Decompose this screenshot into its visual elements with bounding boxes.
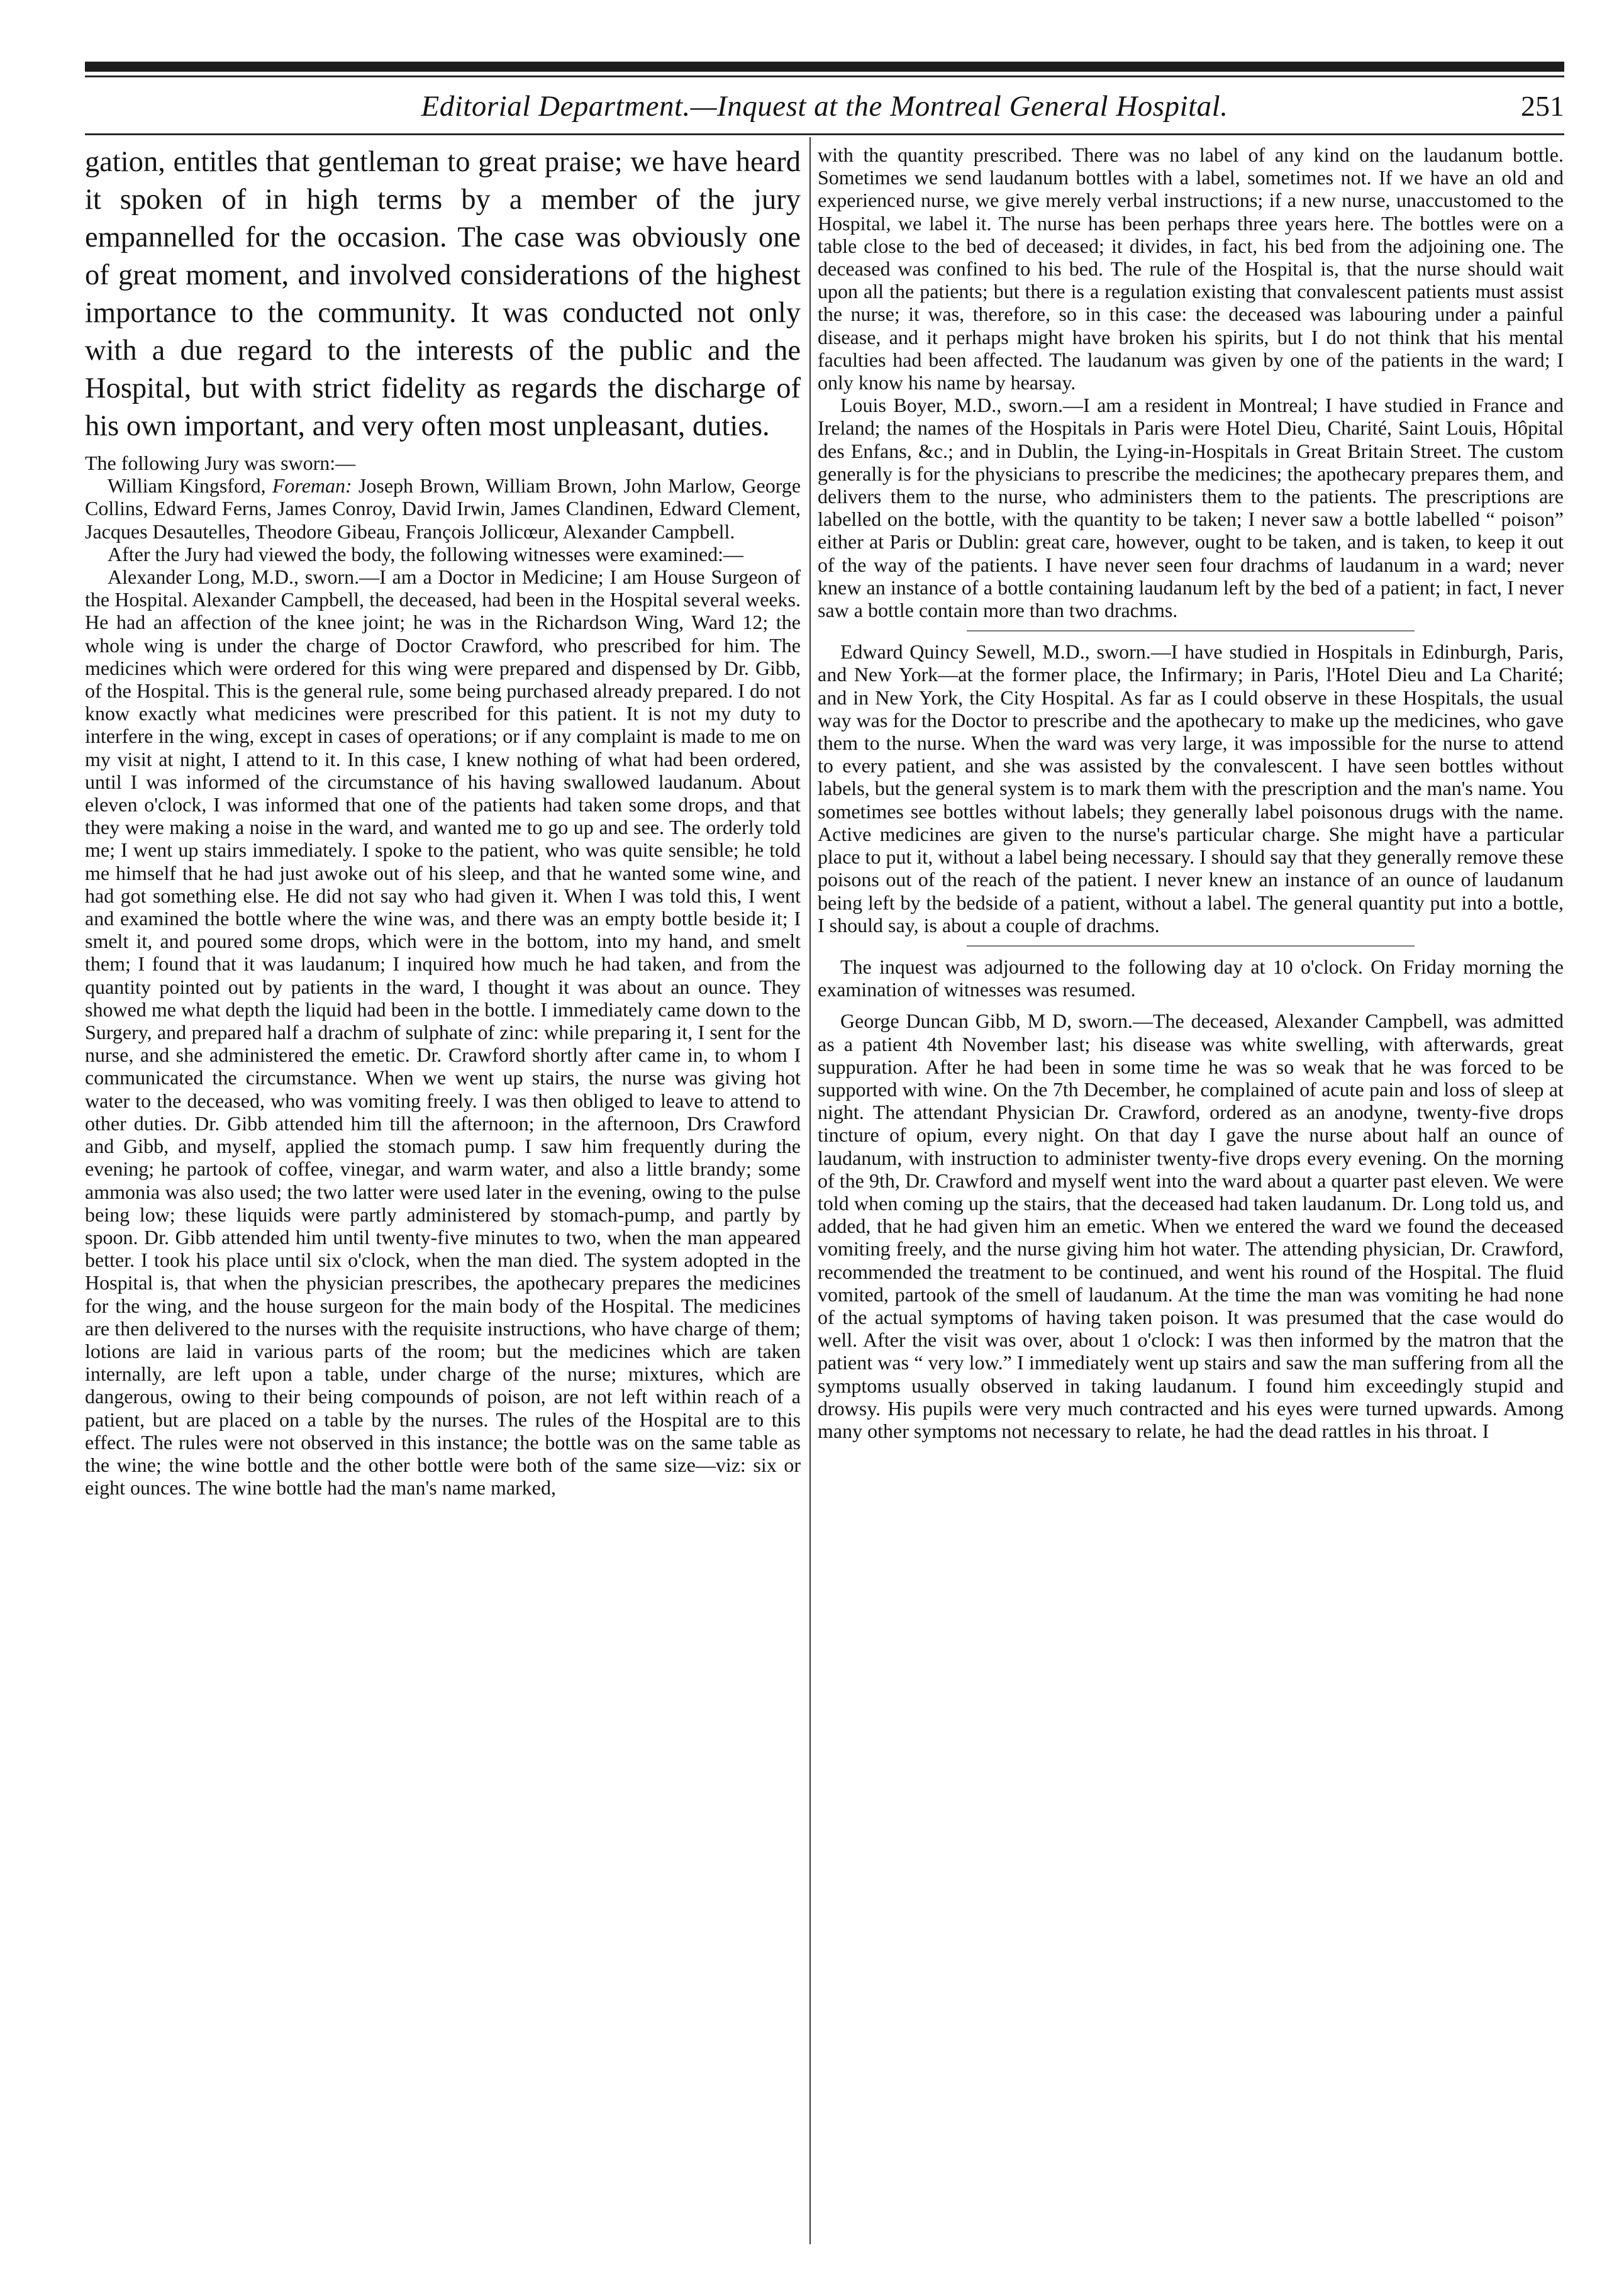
- running-title: Editorial Department.—Inquest at the Montreal General Hospital.: [421, 90, 1228, 123]
- editorial-paragraph: gation, entitles that gentleman to great praise; we have heard it spoken of in high terms by a member of the jury empannelled for the occasion. The case was obviously one of great moment, and involved considerations of the highest importance to the community. It was conducted not only with a due regard to the interests of the public and the Hospital, but with strict fidelity as regards the discharge of his own important, and very often most unpleasant, duties.: [85, 146, 801, 442]
- column-divider: [809, 137, 811, 2244]
- testimony-long-continued: with the quantity prescribed. There was no label of any kind on the laudanum bottle. Sometimes we send laudanum bottles with a label, sometimes not. If we have an old and experienced nurse, we give merely verbal instructions; if a new nurse, unaccustomed to the Hospital, we label it. The nurse has been perhaps three years here. The bottles were on a table close to the bed of deceased; it divides, in fact, his bed from the adjoining one. The deceased was confined to his bed. The rule of the Hospital is, that the nurse should wait upon all the patients; but there is a regulation existing that convalescent patients must assist the nurse; it was, therefore, so in this case: the deceased was labouring under a painful disease, and it perhaps might have broken his spirits, but I do not think that his mental faculties had been affected. The laudanum was given by one of the patients in the ward; I only know his name by hearsay.: [818, 143, 1564, 394]
- foreman-label: Foreman:: [272, 474, 352, 498]
- page-number: 251: [1521, 90, 1564, 122]
- adjournment-note: The inquest was adjourned to the following day at 10 o'clock. On Friday morning the examination of witnesses was resumed.: [818, 955, 1564, 1001]
- top-rule: [85, 62, 1564, 72]
- right-column: [818, 143, 1564, 2244]
- jury-intro: The following Jury was sworn:—: [85, 452, 356, 474]
- testimony-long: Alexander Long, M.D., sworn.—I am a Doctor in Medicine; I am House Surgeon of the Hospital. Alexander Campbell, the deceased, had been in the Hospital several weeks. He had an affection of the knee joint; he was in the Richardson Wing, Ward 12; the whole wing is under the charge of Doctor Crawford, who prescribed for him. The medicines which were ordered for this wing were prepared and dispensed by Dr. Gibb, of the Hospital. This is the general rule, some being purchased already prepared. I do not know exactly what medicines were prescribed for this patient. It is not my duty to interfere in the wing, except in cases of operations; or if any complaint is made to me on my visit at night, I attend to it. In this case, I knew nothing of what had been ordered, until I was informed of the circumstance of his having swallowed laudanum. About eleven o'clock, I was informed that one of the patients had taken some drops, and that they were making a noise in the ward, and wanted me to go up and see. The orderly told me; I went up stairs immediately. I spoke to the patient, who was quite sensible; he told me himself that he had just awoke out of his sleep, and that he wanted some wine, and had got something else. He did not say who had given it. When I was told this, I went and examined the bottle where the wine was, and there was an empty bottle beside it; I smelt it, and poured some drops, which were in the bottom, into my hand, and smelt them; I found that it was laudanum; I inquired how much he had taken, and from the quantity pointed out by patients in the ward, I thought it was about an ounce. They showed me what depth the liquid had been in the bottle. I immediately came down to the Surgery, and prepared half a drachm of sulphate of zinc: while preparing it, I sent for the nurse, and she administered the emetic. Dr. Crawford shortly after came in, to whom I communicated the circumstance. When we went up stairs, the nurse was giving hot water to the deceased, who was vomiting freely. I was then obliged to leave to attend to other duties. Dr. Gibb attended him till the afternoon; in the afternoon, Drs Crawford and Gibb, and myself, applied the stomach pump. I saw him frequently during the evening; he partook of coffee, vinegar, and warm water, and also a little brandy; some ammonia was also used; the two latter were used later in the evening, owing to the pulse being low; these liquids were partly administered by stomach-pump, and partly by spoon. Dr. Gibb attended him until twenty-five minutes to two, when the man appeared better. I took his place until six o'clock, when the man died. The system adopted in the Hospital is, that when the physician prescribes, the apothecary prepares the medicines for the wing, and the house surgeon for the main body of the Hospital. The medicines are then delivered to the nurses with the requisite instructions, who have charge of them; lotions are laid in various parts of the room; but the medicines which are taken internally, are left upon a table, under charge of the nurse; mixtures, which are dangerous, owing to their being compounds of poison, are not left within reach of a patient, but are placed on a table by the nurses. The rules of the Hospital are to this effect. The rules were not observed in this instance; the bottle was on the same table as the wine; the wine bottle and the other bottle were both of the same size—viz: six or eight ounces. The wine bottle had the man's name marked,: [85, 565, 801, 1499]
- jury-foreman-name: William Kingsford,: [108, 474, 266, 498]
- jury-list: [85, 474, 801, 543]
- header-rule: [85, 133, 1564, 135]
- section-separator: [967, 945, 1415, 947]
- page-header: [85, 79, 1564, 133]
- witness-intro: After the Jury had viewed the body, the following witnesses were examined:—: [108, 542, 743, 565]
- testimony-gibb: George Duncan Gibb, M D, sworn.—The deceased, Alexander Campbell, was admitted as a patient 4th November last; his disease was white swelling, with afterwards, great suppuration. After he had been in some time he was so weak that he was forced to be supported with wine. On the 7th December, he complained of acute pain and loss of sleep at night. The attendant Physician Dr. Crawford, ordered as an anodyne, twenty-five drops tincture of opium, every night. On that day I gave the nurse about half an ounce of laudanum, with instruction to administer twenty-five drops every evening. On the morning of the 9th, Dr. Crawford and myself went into the ward about a quarter past eleven. We were told when coming up the stairs, that the deceased had taken laudanum. Dr. Long told us, and added, that he had given him an emetic. When we entered the ward we found the deceased vomiting freely, and the nurse giving him hot water. The attending physician, Dr. Crawford, recommended the treatment to be continued, and went his round of the Hospital. The fluid vomited, partook of the smell of laudanum. At the time the man was vomiting he had none of the actual symptoms of having taken poison. It was presumed that the case would do well. After the visit was over, about 1 o'clock: I was then informed by the matron that the patient was “ very low.” I immediately went up stairs and saw the man suffering from all the symptoms usually observed in taking laudanum. I found him exceedingly stupid and drowsy. His pupils were very much contracted and his eyes were turned upwards. Among many other symptoms not necessary to relate, he had the dead rattles in his throat. I: [818, 1010, 1564, 1442]
- section-separator: [967, 630, 1415, 631]
- testimony-sewell: Edward Quincy Sewell, M.D., sworn.—I have studied in Hospitals in Edinburgh, Paris, and New York—at the former place, the Infirmary; in Paris, l'Hotel Dieu and La Charité; and in New York, the City Hospital. As far as I could observe in these Hospitals, the usual way was for the Doctor to prescribe and the apothecary to make up the medicines, who gave them to the nurse. When the ward was very large, it was impossible for the nurse to attend to every patient, and she was assisted by the convalescent. I have seen bottles without labels, but the general system is to mark them with the prescription and the man's name. You sometimes see bottles without labels; they generally label poisonous drugs with the name. Active medicines are given to the nurse's particular charge. She might have a particular place to put it, without a label being necessary. I should say that they generally remove these poisons out of the reach of the patient. I never knew an instance of an ounce of laudanum being left by the bedside of a patient, without a label. The general quantity put into a bottle, I should say, is about a couple of drachms.: [818, 640, 1564, 937]
- top-thin-rule: [85, 75, 1564, 77]
- testimony-boyer: Louis Boyer, M.D., sworn.—I am a resident in Montreal; I have studied in France and Ireland; the names of the Hospitals in Paris were Hotel Dieu, Charité, Saint Louis, Hôpital des Enfans, &c.; and in Dublin, the Lying-in-Hospitals in Great Britain Street. The custom generally is for the physicians to prescribe the medicines; the apothecary prepares them, and delivers them to the nurse, who administers them to the patients. The prescriptions are labelled on the bottle, with the quantity to be taken; I never saw a bottle labelled “ poison” either at Paris or Dublin: great care, however, ought to be taken, and is taken, to keep it out of the way of the patients. I have never seen four drachms of laudanum in a ward; never knew an instance of a bottle containing laudanum left by the bed of a patient; in fact, I never saw a bottle contain more than two drachms.: [818, 394, 1564, 622]
- left-column: [85, 143, 801, 2244]
- jury-members: Joseph Brown, William Brown, John Marlow, George Collins, Edward Ferns, James Conroy, David Irwin, James Clandinen, Edward Clement, Jacques Desautelles, Theodore Gibeau, François Jollicœur, Alexander Campbell.: [85, 474, 801, 543]
